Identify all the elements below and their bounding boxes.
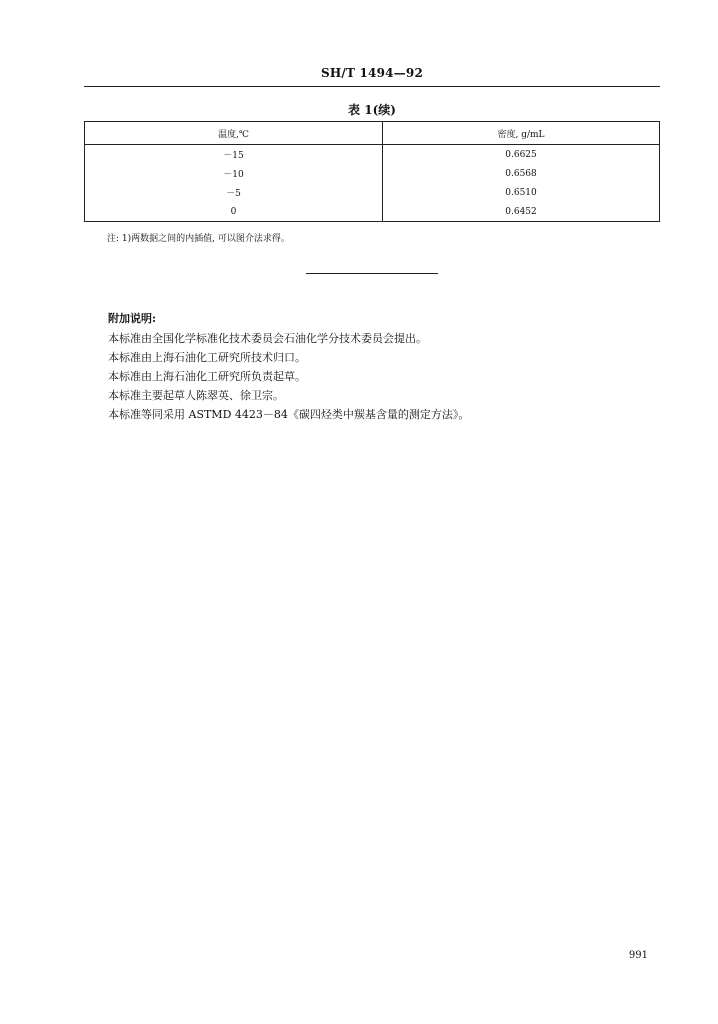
temperature-cell: －5	[85, 183, 383, 202]
appendix-line: 本标准由全国化学标准化技术委员会石油化学分技术委员会提出。	[108, 332, 427, 345]
temperature-cell: 0	[85, 202, 383, 222]
header-rule	[84, 86, 660, 87]
appendix-line: 本标准主要起草人陈翠英、徐卫宗。	[108, 389, 284, 402]
column-header-density: 密度, g/mL	[383, 122, 660, 145]
table-row	[85, 183, 660, 202]
standard-code: SH/T 1494—92	[321, 66, 423, 80]
table-title: 表 1(续)	[348, 103, 396, 117]
table-note: 注: 1)两数据之间的内插值, 可以图介法求得。	[107, 234, 290, 244]
density-table	[84, 121, 660, 222]
appendix-line: 本标准由上海石油化工研究所技术归口。	[108, 351, 306, 364]
density-cell: 0.6568	[505, 168, 537, 179]
appendix-line: 本标准由上海石油化工研究所负责起草。	[108, 370, 306, 383]
table-row	[85, 145, 660, 165]
temperature-cell: －15	[85, 145, 383, 165]
appendix-section	[108, 309, 469, 424]
appendix-heading: 附加说明:	[108, 312, 157, 325]
page-number: 991	[628, 950, 648, 961]
density-cell: 0.6510	[505, 187, 537, 198]
appendix-line: 本标准等同采用 ASTMD 4423－84《碳四烃类中羰基含量的测定方法》。	[108, 408, 470, 421]
density-cell: 0.6452	[505, 206, 537, 217]
section-divider	[306, 273, 438, 274]
temperature-cell: －10	[85, 164, 383, 183]
density-cell: 0.6625	[505, 149, 537, 160]
table-row	[85, 202, 660, 222]
table-header-row	[85, 122, 660, 145]
table-row	[85, 164, 660, 183]
column-header-temperature: 温度,℃	[85, 122, 383, 145]
